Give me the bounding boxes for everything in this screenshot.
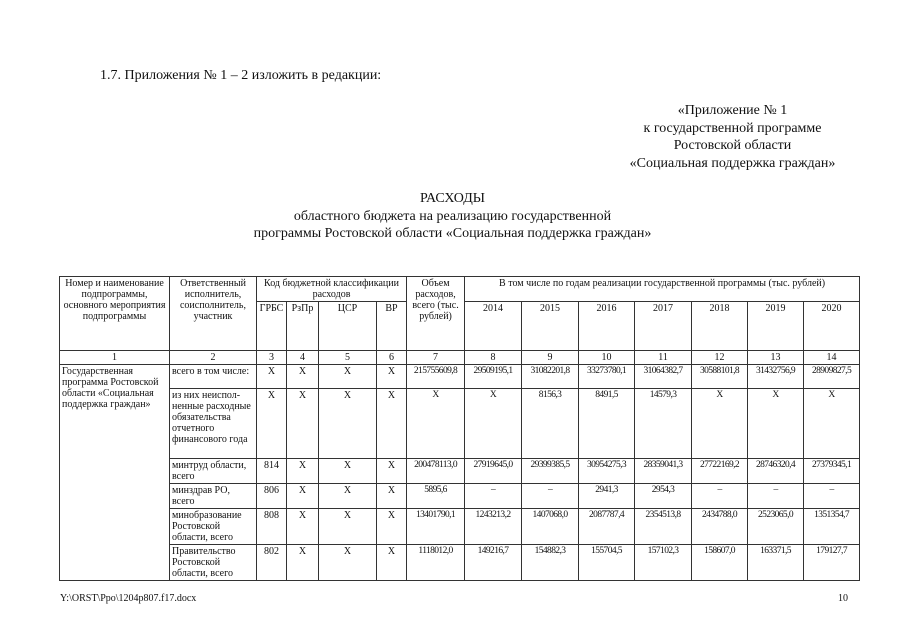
header-years-group: В том числе по годам реализации государственной программы (тыс. рублей) — [465, 277, 860, 302]
annex-line: Ростовской области — [673, 138, 792, 153]
document-title — [0, 190, 905, 243]
code-cell: X — [377, 389, 407, 459]
amount-cell: 2434788,0 — [692, 509, 748, 545]
column-index-cell: 7 — [407, 351, 465, 365]
column-index-cell: 3 — [257, 351, 287, 365]
amount-cell: 13401790,1 — [407, 509, 465, 545]
amount-cell: X — [692, 389, 748, 459]
amount-cell: X — [407, 389, 465, 459]
page-number: 10 — [838, 593, 848, 604]
code-cell: X — [287, 484, 319, 509]
amount-cell: 29399385,5 — [522, 459, 579, 484]
column-index-cell: 8 — [465, 351, 522, 365]
column-index-cell: 13 — [748, 351, 804, 365]
intro-text: 1.7. Приложения № 1 – 2 изложить в редакции: — [100, 68, 382, 83]
code-cell: 808 — [257, 509, 287, 545]
table-row — [60, 459, 860, 484]
amount-cell: 149216,7 — [465, 545, 522, 581]
code-cell: X — [319, 545, 377, 581]
amount-cell: – — [692, 484, 748, 509]
column-index-cell: 5 — [319, 351, 377, 365]
expenses-table — [59, 276, 860, 581]
amount-cell: 31082201,8 — [522, 365, 579, 389]
code-cell: X — [287, 509, 319, 545]
header-row — [60, 277, 860, 302]
executor-cell: минздрав РО, всего — [170, 484, 257, 509]
amount-cell: – — [522, 484, 579, 509]
amount-cell: 28746320,4 — [748, 459, 804, 484]
header-volume: Объем расходов, всего (тыс. рублей) — [407, 277, 465, 351]
amount-cell: 31064382,7 — [635, 365, 692, 389]
column-index-cell: 11 — [635, 351, 692, 365]
amount-cell: – — [804, 484, 860, 509]
annex-header — [600, 102, 865, 172]
code-cell: X — [257, 389, 287, 459]
amount-cell: X — [465, 389, 522, 459]
amount-cell: – — [748, 484, 804, 509]
amount-cell: 215755609,8 — [407, 365, 465, 389]
annex-line: «Приложение № 1 — [677, 103, 788, 118]
column-index-row — [60, 351, 860, 365]
code-cell: X — [319, 459, 377, 484]
amount-cell: X — [748, 389, 804, 459]
amount-cell: 28359041,3 — [635, 459, 692, 484]
amount-cell: 154882,3 — [522, 545, 579, 581]
amount-cell: 2354513,8 — [635, 509, 692, 545]
header-code-group: Код бюджетной классификации расходов — [257, 277, 407, 302]
table-row — [60, 389, 860, 459]
column-index-cell: 14 — [804, 351, 860, 365]
table-row — [60, 545, 860, 581]
annex-line: «Социальная поддержка граждан» — [629, 155, 836, 171]
amount-cell: 31432756,9 — [748, 365, 804, 389]
amount-cell: 179127,7 — [804, 545, 860, 581]
table-row — [60, 509, 860, 545]
amount-cell: 33273780,1 — [579, 365, 635, 389]
amount-cell: 155704,5 — [579, 545, 635, 581]
code-cell: X — [287, 365, 319, 389]
code-cell: 814 — [257, 459, 287, 484]
amount-cell: 1407068,0 — [522, 509, 579, 545]
code-cell: X — [257, 365, 287, 389]
header-code: ЦСР — [319, 302, 377, 351]
header-year: 2020 — [804, 302, 860, 351]
title-line: областного бюджета на реализацию государственной — [293, 208, 612, 224]
amount-cell: 28909827,5 — [804, 365, 860, 389]
title-line: программы Ростовской области «Социальная поддержка граждан» — [253, 226, 652, 241]
header-year: 2018 — [692, 302, 748, 351]
amount-cell: 27722169,2 — [692, 459, 748, 484]
amount-cell: – — [465, 484, 522, 509]
header-program: Номер и наименование подпрограммы, основного мероприятия подпрограммы — [60, 277, 170, 351]
column-index-cell: 6 — [377, 351, 407, 365]
column-index-cell: 12 — [692, 351, 748, 365]
program-name-cell: Государственная программа Ростовской области «Социальная поддержка граждан» — [60, 365, 170, 581]
amount-cell: 2954,3 — [635, 484, 692, 509]
file-path: Y:\ORST\Ppo\1204p807.f17.docx — [60, 593, 197, 604]
amount-cell: 163371,5 — [748, 545, 804, 581]
code-cell: X — [287, 545, 319, 581]
header-executor: Ответственный исполнитель, соисполнитель, участник — [170, 277, 257, 351]
header-year: 2016 — [579, 302, 635, 351]
amount-cell: 157102,3 — [635, 545, 692, 581]
header-year: 2014 — [465, 302, 522, 351]
title-line: РАСХОДЫ — [420, 191, 485, 206]
code-cell: 806 — [257, 484, 287, 509]
header-code: РзПр — [287, 302, 319, 351]
code-cell: X — [377, 545, 407, 581]
column-index-cell: 4 — [287, 351, 319, 365]
code-cell: X — [319, 389, 377, 459]
amount-cell: 2523065,0 — [748, 509, 804, 545]
executor-cell: минтруд области, всего — [170, 459, 257, 484]
amount-cell: 1118012,0 — [407, 545, 465, 581]
amount-cell: 1243213,2 — [465, 509, 522, 545]
code-cell: X — [377, 509, 407, 545]
code-cell: X — [319, 484, 377, 509]
table-row — [60, 365, 860, 389]
annex-line: к государственной программе — [643, 120, 822, 136]
table-body — [60, 277, 860, 581]
column-index-cell: 1 — [60, 351, 170, 365]
header-code: ВР — [377, 302, 407, 351]
header-year: 2019 — [748, 302, 804, 351]
amount-cell: 8491,5 — [579, 389, 635, 459]
amount-cell: 14579,3 — [635, 389, 692, 459]
column-index-cell: 10 — [579, 351, 635, 365]
code-cell: X — [287, 389, 319, 459]
code-cell: X — [319, 509, 377, 545]
amount-cell: 5895,6 — [407, 484, 465, 509]
header-code: ГРБС — [257, 302, 287, 351]
header-year: 2017 — [635, 302, 692, 351]
code-cell: X — [287, 459, 319, 484]
amount-cell: 30954275,3 — [579, 459, 635, 484]
header-year: 2015 — [522, 302, 579, 351]
executor-cell: минобразование Ростовской области, всего — [170, 509, 257, 545]
amount-cell: 27379345,1 — [804, 459, 860, 484]
amount-cell: 200478113,0 — [407, 459, 465, 484]
amount-cell: 8156,3 — [522, 389, 579, 459]
amount-cell: X — [804, 389, 860, 459]
amount-cell: 30588101,8 — [692, 365, 748, 389]
column-index-cell: 9 — [522, 351, 579, 365]
amount-cell: 29509195,1 — [465, 365, 522, 389]
code-cell: 802 — [257, 545, 287, 581]
code-cell: X — [319, 365, 377, 389]
code-cell: X — [377, 459, 407, 484]
amount-cell: 1351354,7 — [804, 509, 860, 545]
code-cell: X — [377, 484, 407, 509]
amount-cell: 2087787,4 — [579, 509, 635, 545]
amount-cell: 27919645,0 — [465, 459, 522, 484]
amount-cell: 158607,0 — [692, 545, 748, 581]
executor-cell: Правительство Ростовской области, всего — [170, 545, 257, 581]
executor-cell: всего в том числе: — [170, 365, 257, 389]
code-cell: X — [377, 365, 407, 389]
executor-cell: из них неиспол-ненные расходные обязательства отчетного финансового года — [170, 389, 257, 459]
amount-cell: 2941,3 — [579, 484, 635, 509]
column-index-cell: 2 — [170, 351, 257, 365]
table-row — [60, 484, 860, 509]
